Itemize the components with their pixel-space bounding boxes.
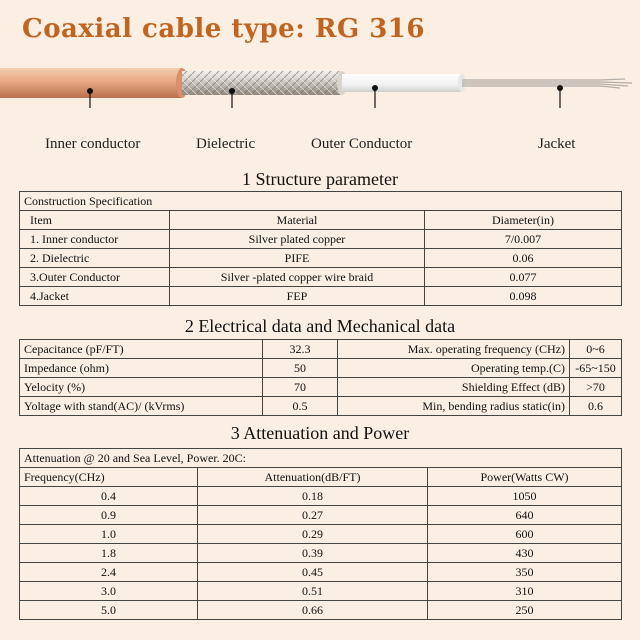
table-cell: 7/0.007 [425, 230, 622, 249]
table-row [20, 249, 622, 268]
structure-table [19, 191, 622, 306]
table-cell: 50 [263, 359, 338, 378]
electrical-table [19, 339, 622, 416]
table-cell: 0.18 [198, 487, 428, 506]
table-row [20, 230, 622, 249]
table-cell: 250 [428, 601, 622, 620]
table-cell: 1.0 [20, 525, 198, 544]
attenuation-table [19, 448, 622, 620]
table-row [20, 397, 622, 416]
table-row [20, 601, 622, 620]
table-cell: 3.0 [20, 582, 198, 601]
table-cell: 1. Inner conductor [20, 230, 170, 249]
table-cell: Operating temp.(C) [338, 359, 570, 378]
table-header-row [20, 468, 622, 487]
table-row [20, 525, 622, 544]
table-row [20, 487, 622, 506]
section3-title: 3 Attenuation and Power [230, 423, 410, 443]
table-row [20, 582, 622, 601]
table-cell: Max. operating frequency (CHz) [338, 340, 570, 359]
table-cell: 0.27 [198, 506, 428, 525]
table-row [20, 359, 622, 378]
table-cell: 0.51 [198, 582, 428, 601]
header-material: Material [170, 211, 425, 230]
header-diameter: Diameter(in) [425, 211, 622, 230]
table-cell: 2.4 [20, 563, 198, 582]
table-cell: 0.06 [425, 249, 622, 268]
table-cell: 5.0 [20, 601, 198, 620]
table-caption-row [20, 192, 622, 211]
table-row [20, 378, 622, 397]
label-inner-conductor: Inner conductor [45, 136, 141, 152]
section1-title: 1 Structure parameter [242, 169, 398, 189]
table-cell: PIFE [170, 249, 425, 268]
table-cell: 0~6 [570, 340, 622, 359]
table-cell: 0.9 [20, 506, 198, 525]
cable-illustration [0, 58, 640, 108]
table-cell: Impedance (ohm) [20, 359, 263, 378]
table-header-row [20, 211, 622, 230]
table-cell: 0.45 [198, 563, 428, 582]
dielectric-section [342, 74, 462, 92]
table-cell: 0.6 [570, 397, 622, 416]
table-cell: 640 [428, 506, 622, 525]
attenuation-caption: Attenuation @ 20 and Sea Level, Power. 20C: [20, 449, 622, 468]
table-cell: Min, bending radius static(in) [338, 397, 570, 416]
page-title: Coaxial cable type: RG 316 [22, 14, 425, 44]
header-frequency: Frequency(CHz) [20, 468, 198, 487]
inner-conductor-strands [462, 79, 632, 88]
table-cell: Yelocity (%) [20, 378, 263, 397]
table-cell: 3.Outer Conductor [20, 268, 170, 287]
header-item: Item [20, 211, 170, 230]
table-row [20, 268, 622, 287]
table-cell: Silver -plated copper wire braid [170, 268, 425, 287]
table-row [20, 287, 622, 306]
table-cell: 70 [263, 378, 338, 397]
table-cell: 1050 [428, 487, 622, 506]
label-dielectric: Dielectric [196, 136, 256, 152]
table-caption-row [20, 449, 622, 468]
table-cell: 0.29 [198, 525, 428, 544]
table-cell: 0.39 [198, 544, 428, 563]
table-cell: 310 [428, 582, 622, 601]
table-cell: 0.4 [20, 487, 198, 506]
table-cell: Cepacitance (pF/FT) [20, 340, 263, 359]
table-row [20, 544, 622, 563]
table-cell: -65~150 [570, 359, 622, 378]
table-row [20, 506, 622, 525]
label-outer-conductor: Outer Conductor [311, 136, 413, 152]
table-cell: 4.Jacket [20, 287, 170, 306]
header-power: Power(Watts CW) [428, 468, 622, 487]
table-cell: FEP [170, 287, 425, 306]
table-cell: Silver plated copper [170, 230, 425, 249]
table-cell: 32.3 [263, 340, 338, 359]
table-cell: 350 [428, 563, 622, 582]
table-cell: 0.077 [425, 268, 622, 287]
table-cell: Shielding Effect (dB) [338, 378, 570, 397]
table-row [20, 340, 622, 359]
structure-caption: Construction Specification [20, 192, 622, 211]
table-cell: 1.8 [20, 544, 198, 563]
table-cell: Yoltage with stand(AC)/ (kVrms) [20, 397, 263, 416]
table-row [20, 563, 622, 582]
section2-title: 2 Electrical data and Mechanical data [184, 316, 456, 336]
table-cell: >70 [570, 378, 622, 397]
header-attenuation: Attenuation(dB/FT) [198, 468, 428, 487]
table-cell: 600 [428, 525, 622, 544]
table-cell: 0.66 [198, 601, 428, 620]
table-cell: 0.5 [263, 397, 338, 416]
table-cell: 2. Dielectric [20, 249, 170, 268]
table-cell: 430 [428, 544, 622, 563]
label-jacket: Jacket [538, 136, 576, 152]
table-cell: 0.098 [425, 287, 622, 306]
